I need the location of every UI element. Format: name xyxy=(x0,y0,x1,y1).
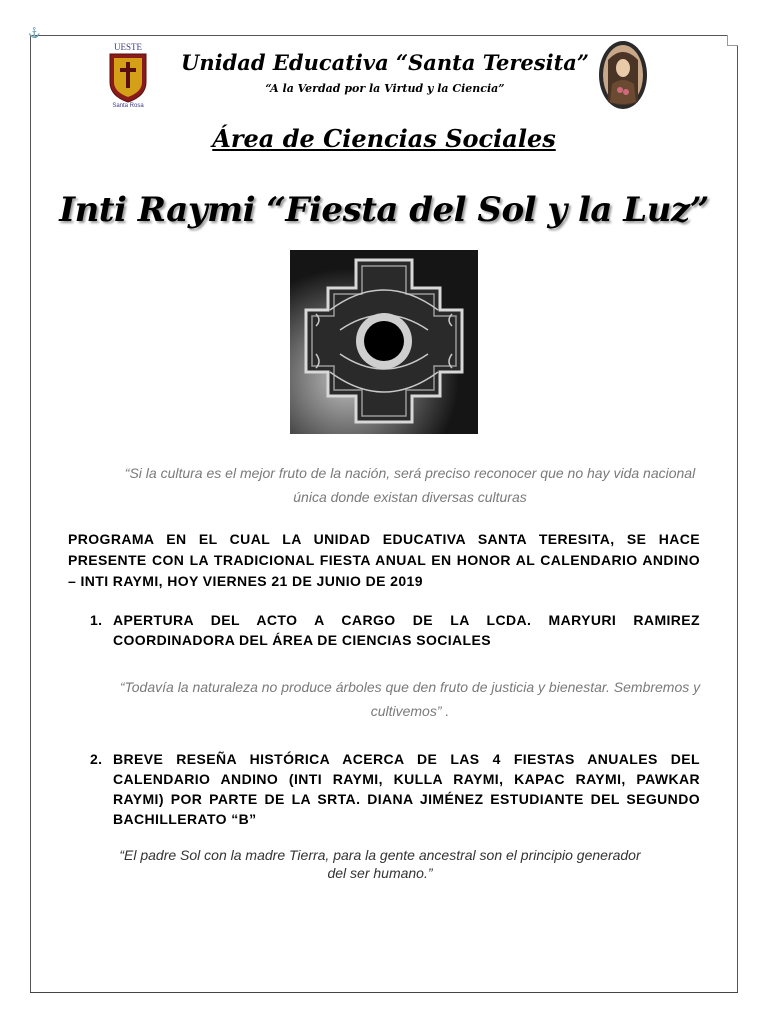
quote-culture: “Si la cultura es el mejor fruto de la nación, será preciso reconocer que no hay vida nacional única donde existan diversas culturas xyxy=(124,465,696,505)
anchor-icon: ⚓ xyxy=(28,28,41,39)
quote-nature: “Todavía la naturaleza no produce árboles que den fruto de justicia y bienestar. Sembremos y cultivemos” . xyxy=(119,679,701,719)
list-item xyxy=(90,610,700,650)
page-fold-icon xyxy=(727,35,738,46)
quote-sun-earth: “El padre Sol con la madre Tierra, para la gente ancestral son el principio generador del ser humano.” xyxy=(119,847,641,881)
area-title: Área de Ciencias Sociales xyxy=(212,124,556,153)
item-text: APERTURA DEL ACTO A CARGO DE LA LCDA. MARYURI RAMIREZ COORDINADORA DEL ÁREA DE CIENCIAS SOCIALES xyxy=(113,612,700,648)
chakana-image xyxy=(290,250,478,434)
item-number: 2. xyxy=(90,751,103,767)
list-item xyxy=(90,749,700,829)
bottom-border xyxy=(30,992,738,993)
event-title: Inti Raymi “Fiesta del Sol y la Luz” xyxy=(59,190,709,230)
school-motto: “A la Verdad por la Virtud y la Ciencia” xyxy=(265,82,505,95)
logo-text-bottom: Santa Rosa xyxy=(112,103,144,108)
item-text: BREVE RESEÑA HISTÓRICA ACERCA DE LAS 4 FIESTAS ANUALES DEL CALENDARIO ANDINO (INTI RAYMI, KULLA RAYMI, KAPAC RAYMI, PAWKAR RAYMI) POR PARTE DE LA SRTA. DIANA JIMÉNEZ ESTUDIANTE DEL SEGUNDO BACHILLERATO “B” xyxy=(113,751,700,827)
logo-text-top: UESTE xyxy=(114,42,142,52)
program-intro: PROGRAMA EN EL CUAL LA UNIDAD EDUCATIVA SANTA TERESITA, SE HACE PRESENTE CON LA TRADICIONAL FIESTA ANUAL EN HONOR AL CALENDARIO ANDINO – INTI RAYMI, HOY VIERNES 21 DE JUNIO DE 2019 xyxy=(68,531,700,589)
school-name: Unidad Educativa “Santa Teresita” xyxy=(181,50,589,75)
item-number: 1. xyxy=(90,612,103,628)
school-logo xyxy=(104,42,152,108)
